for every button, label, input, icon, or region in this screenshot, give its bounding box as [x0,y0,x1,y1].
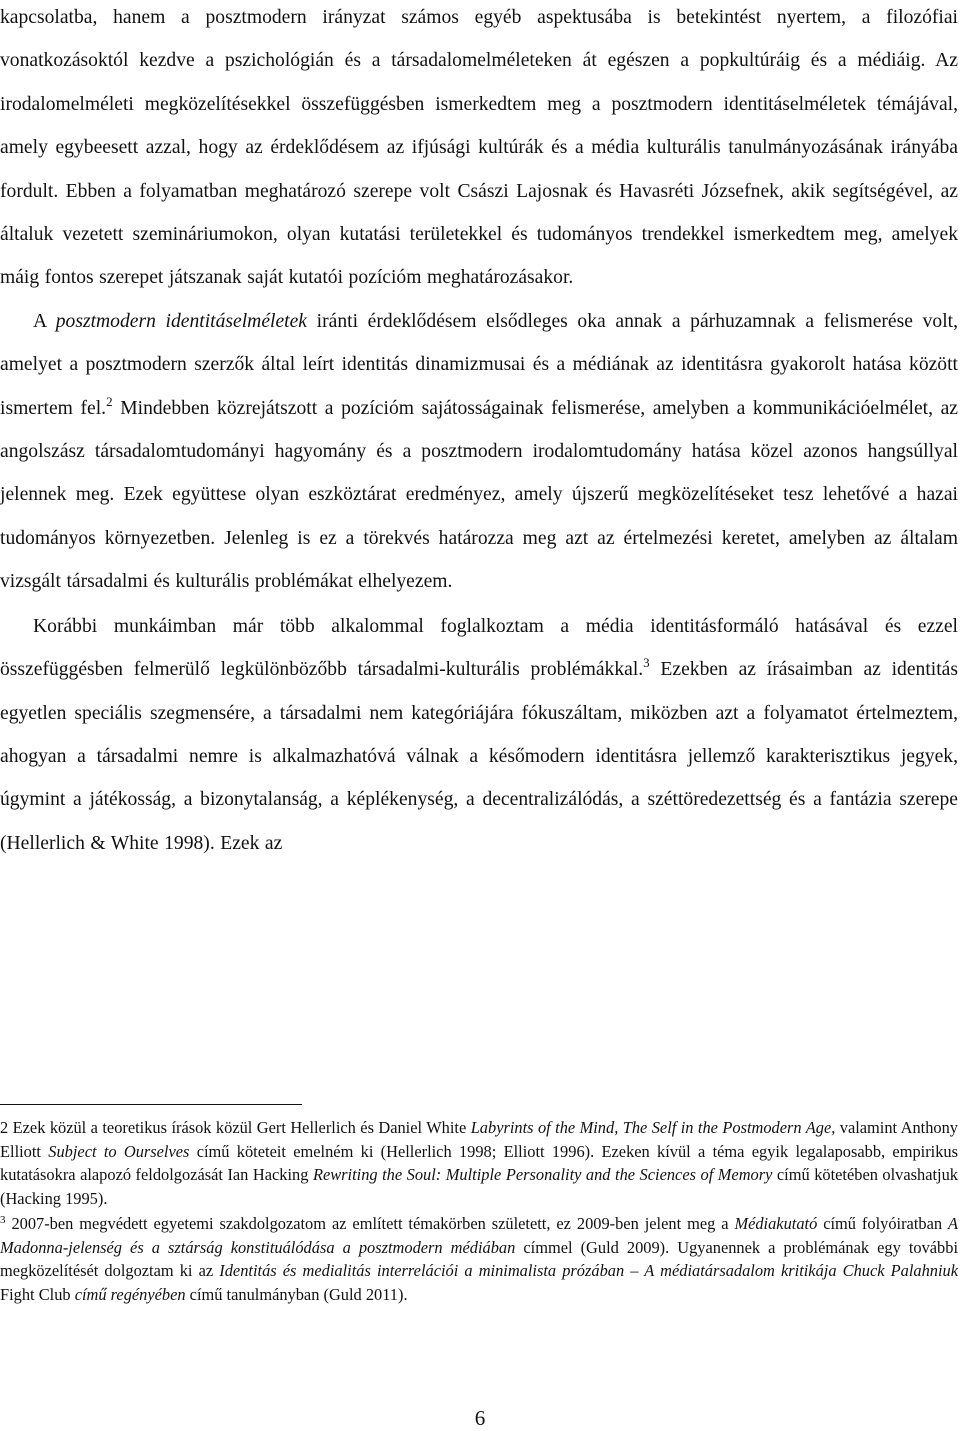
footnote-3-title-3: című regényében [74,1284,186,1304]
footnote-2-number: 2 [0,1118,9,1137]
footnote-3 [0,1212,958,1307]
paragraph-2-italic-term: posztmodern identitáselméletek [55,310,307,332]
footnote-2-text: című köteteit emelném ki (Hellerlich 1998; Elliott 1996). Ezeken kívül a téma egyik legalaposabb, empirikus kutatásokra alapozó feldolgozását Ian Hacking [0,1141,958,1185]
paragraph-1 [0,0,958,300]
footnote-separator [0,1104,302,1105]
footnote-ref-3[interactable]: 3 [643,655,650,671]
footnote-2-text: , valamint Anthony Elliott [0,1118,958,1161]
footnote-2-title-3: Rewriting the Soul: Multiple Personality and the Sciences of Memory [312,1165,773,1185]
footnote-3-title-2: Identitás és medialitás interrelációi a minimalista prózában – A médiatársadalom kritikája Chuck Palahniuk [219,1261,959,1281]
footnote-2-title-2: Subject to Ourselves [48,1141,190,1161]
paragraph-2-lead: A [33,310,56,332]
footnote-3-text: című folyóiratban [817,1213,948,1233]
footnote-3-text: című tanulmányban (Guld 2011). [185,1284,408,1304]
footnote-3-number: 3 [0,1213,6,1226]
paragraph-3-text-b: Ezekben az írásaimban az identitás egyetlen speciális szegmensére, a társadalmi nem kategóriájára fókuszáltam, miközben azt a folyamatot értelmeztem, ahogyan a társadalmi nemre is alkalmazhatóvá válnak a későmodern identitásra jellemző karakterisztikus jegyek, úgymint a játékosság, a bizonytalanság, a képlékenység, a decentralizálódás, a széttöredezettség és a fantázia szerepe (Hellerlich & White 1998). Ezek az [0,659,958,854]
footnote-ref-2[interactable]: 2 [106,393,113,409]
paragraph-2-text-a: iránti érdeklődésem elsődleges oka annak a párhuzamnak a felismerése volt, amelyet a posztmodern szerzők által leírt identitás dinamizmusai és a médiának az identitásra gyakorolt hatása között ismertem fel. [0,310,958,419]
paragraph-2 [0,300,958,604]
paragraph-1-text: kapcsolatba, hanem a posztmodern irányzat számos egyéb aspektusába is betekintést nyertem, a filozófiai vonatkozásoktól kezdve a pszichológián és a társadalomelméleteken át egészen a popkultúráig és a médiáig. Az irodalomelméleti megközelítésekkel összefüggésben ismerkedtem meg a posztmodern identitáselméletek témájával, amely egybeesett azzal, hogy az érdeklődésem az ifjúsági kultúrák és a média kulturális tanulmányozásának irányába fordult. Ebben a folyamatban meghatározó szerepe volt Császi Lajosnak és Havasréti Józsefnek, akik segítségével, az általuk vezetett szemináriumokon, olyan kutatási területekkel és tudományos trendekkel ismerkedtem meg, amelyek máig fontos szerepet játszanak saját kutatói pozícióm meghatározásakor. [0,7,958,289]
footnotes [0,1116,958,1307]
footnote-3-text: 2007-ben megvédett egyetemi szakdolgozatom az említett témakörben született, ez 2009-ben jelent meg a [5,1213,735,1233]
footnote-2-text: című kötetében olvashatjuk (Hacking 1995). [0,1165,958,1209]
footnote-2 [0,1116,958,1211]
footnote-3-title-1: A Madonna-jelenség és a sztárság konstituálódása a posztmodern médiában [0,1213,958,1257]
paragraph-2-text-b: Mindebben közrejátszott a pozícióm sajátosságainak felismerése, amelyben a kommunikációelmélet, az angolszász társadalomtudományi hagyomány és a posztmodern irodalomtudomány hatása közel azonos hangsúllyal jelennek meg. Ezek együttese olyan eszköztárat eredményez, amely újszerű megközelítéseket tesz lehetővé a hazai tudományos környezetben. Jelenleg is ez a törekvés határozza meg azt az értelmezési keretet, amelyben az általam vizsgált társadalmi és kulturális problémákat elhelyezem. [0,397,958,593]
footnote-3-text: címmel (Guld 2009). Ugyanennek a problémának egy további megközelítését dolgoztam ki az [0,1237,958,1281]
page-number: 6 [474,1406,486,1430]
footnote-2-title-1: Labyrints of the Mind, The Self in the Postmodern Age [470,1118,832,1137]
footnote-3-journal: Médiakutató [734,1213,818,1233]
footnote-2-text: Ezek közül a teoretikus írások közül Gert Hellerlich és Daniel White [8,1118,471,1137]
footnote-3-text: Fight Club [0,1284,75,1304]
paragraph-3-text-a: Korábbi munkáimban már több alkalommal foglalkoztam a média identitásformáló hatásával és ezzel összefüggésben felmerülő legkülönbözőbb társadalmi-kulturális problémákkal. [0,615,958,681]
paragraph-3 [0,605,958,865]
